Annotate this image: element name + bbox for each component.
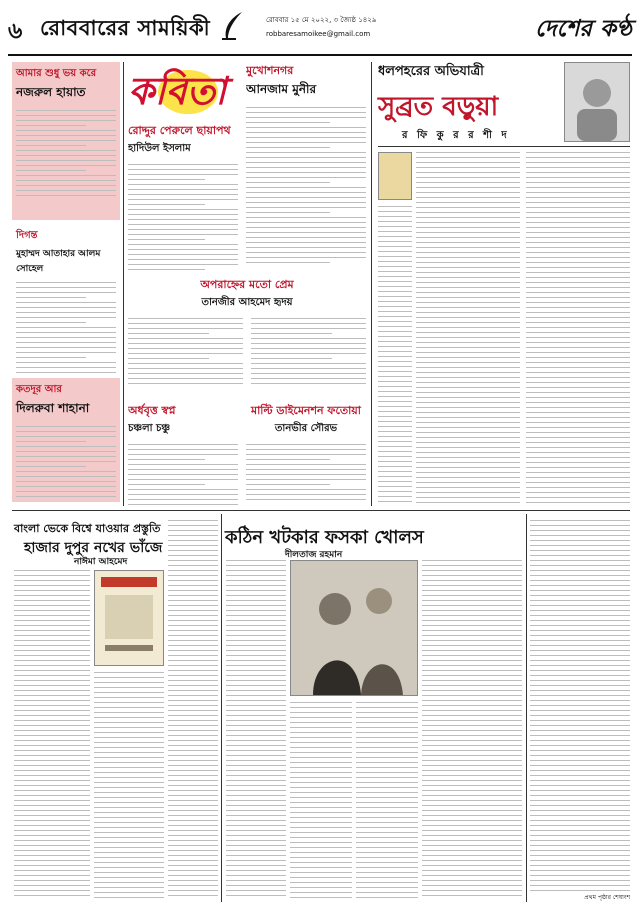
poem-title: মুখোশনগর xyxy=(246,64,294,77)
poem-author: তানভীর সৌরভ xyxy=(274,423,338,434)
feature-column xyxy=(526,152,630,506)
book-review-author: নাঈমা আহমেদ xyxy=(74,557,128,567)
feature-byline: র ফি কু র র শী দ xyxy=(402,130,510,141)
poem-title: কতদূর আর xyxy=(16,384,62,395)
poem-block xyxy=(12,62,120,220)
continued-note: প্রথম পৃষ্ঠার শেষাংশ xyxy=(584,894,630,901)
poem-block xyxy=(12,224,120,374)
story-column xyxy=(290,702,352,900)
poem-author: তানজীর আহমেদ হৃদয় xyxy=(201,297,293,308)
book-review-column xyxy=(14,570,90,900)
book-cover-photo xyxy=(378,152,412,200)
story-column xyxy=(422,560,522,900)
dateline: রোববার ১৫ মে ২০২২, ৩ জ্যৈষ্ঠ ১৪২৯ xyxy=(266,16,377,24)
masthead-rule xyxy=(8,54,632,56)
logo-text: কবিতা xyxy=(128,68,227,113)
poem-block xyxy=(246,402,366,506)
story-column xyxy=(356,702,418,900)
book-review-heading: বাংলা ভেকে বিশ্বে যাওয়ার প্রস্তুতি xyxy=(14,522,161,535)
feature-column xyxy=(378,206,412,506)
quill-icon xyxy=(218,10,248,42)
masthead xyxy=(8,8,632,52)
feature-continued-column xyxy=(530,520,630,894)
story-illustration xyxy=(290,560,418,696)
poem-block xyxy=(128,122,238,272)
poem-block xyxy=(12,378,120,502)
feature-kicker: ধলপহরের অভিযাত্রী xyxy=(378,64,484,79)
kobita-logo xyxy=(128,62,238,120)
story-title: কঠিন খটকার ফসকা খোলস xyxy=(225,527,424,548)
poem-title: অপরাহ্নের মতো প্রেম xyxy=(200,278,294,291)
poem-title: অর্ধবৃত্ত স্বপ্ন xyxy=(128,404,176,417)
poem-title: আমার শুধু ভয় করে xyxy=(16,68,97,79)
author-portrait-photo xyxy=(564,62,630,142)
poem-author: মুহাম্মদ আতাহার আলম সোহেল xyxy=(16,249,101,274)
publication-name: রোববারের সাময়িকী xyxy=(40,15,211,40)
poem-title: দিগন্ত xyxy=(16,230,38,241)
poem-title: রোদ্দুর পেরুলে ছায়াপথ xyxy=(128,124,231,137)
book-cover-image xyxy=(94,570,164,666)
poem-author: হাদিউল ইসলাম xyxy=(128,143,191,154)
poem-block xyxy=(246,62,366,272)
feature-column xyxy=(416,152,520,506)
poem-author: আনজাম মুনীর xyxy=(246,82,317,96)
poem-block xyxy=(128,276,366,396)
feature-title: সুব্রত বড়ুয়া xyxy=(378,92,499,122)
poem-author: নজরুল হায়াত xyxy=(16,85,86,99)
book-review-column xyxy=(168,520,218,900)
email-address: robbaresamoikee@gmail.com xyxy=(266,30,371,38)
section-title: দেশের কণ্ঠ xyxy=(535,15,632,42)
poem-author: চঞ্চলা চঞ্চু xyxy=(128,423,171,434)
book-review-column xyxy=(94,672,164,900)
story-column xyxy=(226,560,286,900)
poem-block xyxy=(128,402,238,506)
poem-author: দিলরুবা শাহানা xyxy=(16,401,90,415)
book-review-title: হাজার দুপুর নখের ভাঁজে xyxy=(24,540,163,556)
page-number: ৬ xyxy=(8,18,23,44)
story-author: দীলতাজ রহমান xyxy=(285,550,343,560)
poem-title: মাল্টি ডাইমেনশন ফতোয়া xyxy=(251,404,361,417)
